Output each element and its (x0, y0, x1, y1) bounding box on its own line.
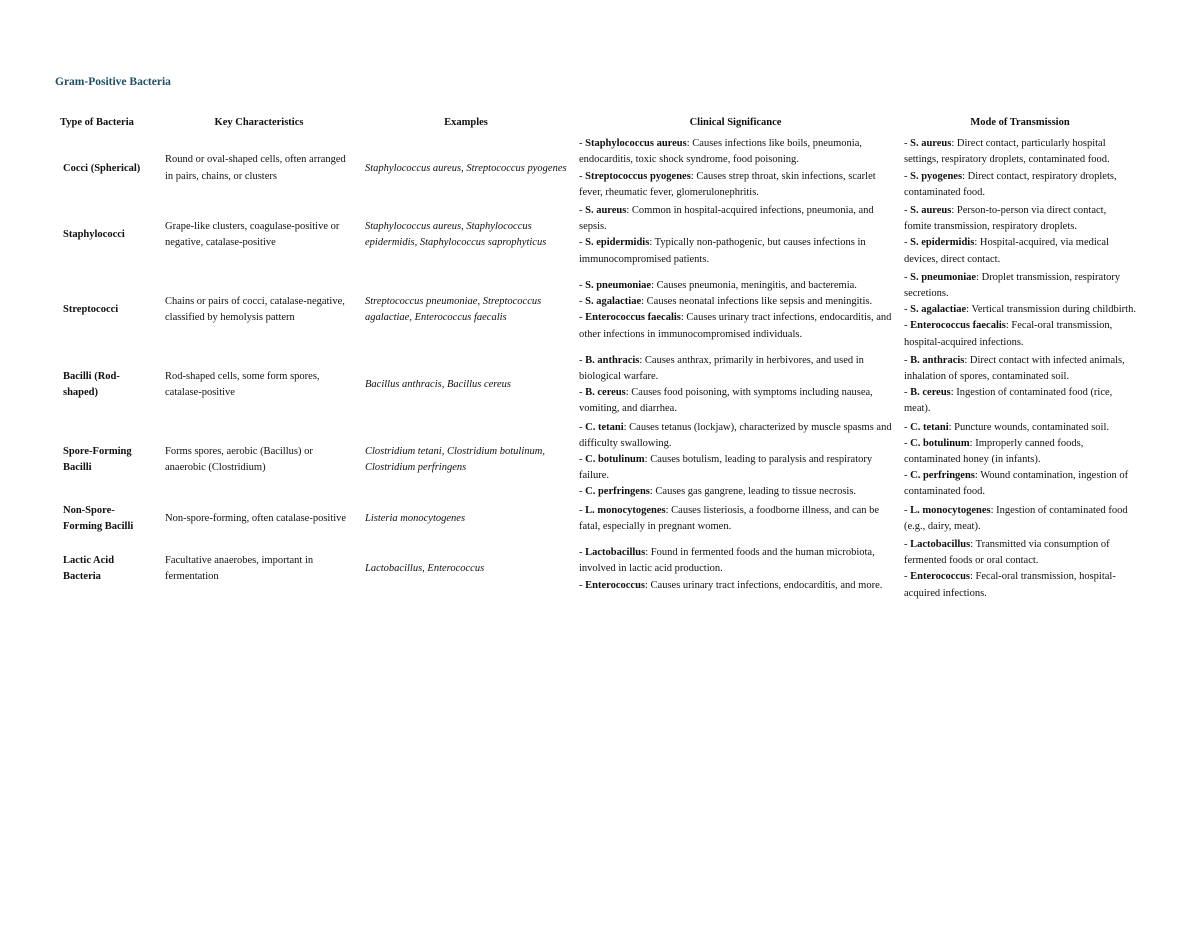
cell-examples: Lactobacillus, Enterococcus (365, 563, 485, 575)
transmission-entry: - Enterococcus: Fecal-oral transmission, hospital-acquired infections. (904, 571, 1116, 599)
cell-clinical (573, 135, 898, 202)
cell-characteristics: Grape-like clusters, coagulase-positive or negative, catalase-positive (165, 221, 340, 249)
entry-text: : Puncture wounds, contaminated soil. (948, 421, 1110, 433)
header-transmission: Mode of Transmission (970, 117, 1070, 128)
transmission-entry: - S. pneumoniae: Droplet transmission, respiratory secretions. (904, 271, 1121, 300)
clinical-entry: - Staphylococcus aureus: Causes infections like boils, pneumonia, endocarditis, toxic shock syndrome, food poisoning. (579, 138, 863, 166)
entry-text: : Common in hospital-acquired infections, pneumonia, and sepsis. (579, 205, 874, 233)
entry-text: : Causes gas gangrene, leading to tissue necrosis. (649, 486, 857, 498)
cell-type: Lactic Acid Bacteria (63, 555, 115, 583)
header-clinical: Clinical Significance (689, 117, 782, 128)
organism-name: B. cereus (585, 387, 626, 399)
organism-name: Lactobacillus (910, 539, 971, 551)
organism-name: S. agalactiae (910, 304, 967, 316)
clinical-entry: - Streptococcus pyogenes: Causes strep throat, skin infections, scarlet fever, rheumatic fever, glomerulonephritis. (579, 170, 876, 198)
table-row (57, 502, 1142, 536)
entry-text: : Ingestion of contaminated food (e.g., dairy, meat). (904, 504, 1128, 532)
cell-transmission (898, 536, 1142, 603)
entry-text: : Causes infections like boils, pneumonia, endocarditis, toxic shock syndrome, food poisoning. (579, 138, 863, 166)
cell-transmission (898, 135, 1142, 202)
transmission-entry: - S. pyogenes: Direct contact, respiratory droplets, contaminated food. (904, 170, 1117, 198)
transmission-entry: - B. cereus: Ingestion of contaminated food (rice, meat). (904, 387, 1113, 415)
table-row (57, 352, 1142, 419)
table-row (57, 419, 1142, 502)
entry-text: : Fecal-oral transmission, hospital-acquired infections. (904, 320, 1113, 348)
organism-name: Enterococcus (910, 571, 971, 583)
clinical-entry: - S. epidermidis: Typically non-pathogenic, but causes infections in immunocompromised patients. (579, 237, 866, 265)
organism-name: L. monocytogenes (910, 504, 991, 516)
organism-name: C. botulinum (585, 454, 645, 466)
cell-examples: Listeria monocytogenes (365, 512, 466, 524)
transmission-entry: - S. epidermidis: Hospital-acquired, via medical devices, direct contact. (904, 237, 1110, 265)
cell-clinical (573, 536, 898, 603)
transmission-entry: - B. anthracis: Direct contact with infected animals, inhalation of spores, contaminated soil. (904, 354, 1125, 383)
transmission-entry: - S. aureus: Person-to-person via direct contact, fomite transmission, respiratory droplets. (904, 205, 1107, 233)
cell-examples: Staphylococcus aureus, Streptococcus pyogenes (365, 162, 567, 174)
cell-transmission (898, 502, 1142, 536)
organism-name: S. aureus (910, 205, 952, 217)
clinical-entry: - Lactobacillus: Found in fermented foods and the human microbiota, involved in lactic acid production. (579, 547, 875, 575)
entry-text: : Improperly canned foods, contaminated honey (in infants). (904, 437, 1084, 466)
organism-name: B. anthracis (585, 354, 640, 366)
organism-name: S. aureus (910, 138, 952, 150)
organism-name: Staphylococcus aureus (585, 138, 687, 150)
cell-clinical (573, 352, 898, 419)
organism-name: S. epidermidis (585, 237, 650, 249)
header-type: Type of Bacteria (60, 117, 134, 128)
cell-characteristics: Round or oval-shaped cells, often arranged in pairs, chains, or clusters (165, 154, 346, 182)
entry-text: : Causes pneumonia, meningitis, and bacteremia. (651, 279, 857, 291)
cell-type: Streptococci (63, 304, 119, 316)
entry-text: : Fecal-oral transmission, hospital-acquired infections. (904, 571, 1116, 599)
organism-name: S. pneumoniae (585, 279, 652, 291)
transmission-entry: - C. botulinum: Improperly canned foods, contaminated honey (in infants). (904, 437, 1084, 466)
cell-examples: Staphylococcus aureus, Staphylococcus epidermidis, Staphylococcus saprophyticus (365, 221, 547, 249)
clinical-entry: - S. pneumoniae: Causes pneumonia, meningitis, and bacteremia. (579, 279, 857, 291)
entry-text: : Direct contact, particularly hospital settings, respiratory droplets, contaminated food. (904, 138, 1110, 166)
cell-clinical (573, 202, 898, 269)
entry-text: : Causes strep throat, skin infections, scarlet fever, rheumatic fever, glomerulonephritis. (579, 170, 876, 198)
cell-characteristics: Non-spore-forming, often catalase-positive (165, 512, 347, 524)
transmission-entry: - S. agalactiae: Vertical transmission during childbirth. (904, 304, 1136, 316)
cell-transmission (898, 419, 1142, 502)
table-row (57, 269, 1142, 352)
cell-characteristics: Forms spores, aerobic (Bacillus) or anaerobic (Clostridium) (165, 445, 313, 474)
cell-characteristics: Rod-shaped cells, some form spores, catalase-positive (165, 371, 320, 399)
organism-name: L. monocytogenes (585, 504, 666, 516)
entry-text: : Typically non-pathogenic, but causes infections in immunocompromised patients. (579, 237, 866, 265)
clinical-entry: - C. botulinum: Causes botulism, leading to paralysis and respiratory failure. (579, 454, 873, 482)
transmission-entry: - L. monocytogenes: Ingestion of contaminated food (e.g., dairy, meat). (904, 504, 1128, 532)
entry-text: : Direct contact with infected animals, inhalation of spores, contaminated soil. (904, 354, 1125, 383)
cell-type: Cocci (Spherical) (63, 162, 141, 174)
transmission-entry: - C. tetani: Puncture wounds, contaminated soil. (904, 421, 1110, 433)
entry-text: : Found in fermented foods and the human microbiota, involved in lactic acid production. (579, 547, 875, 575)
entry-text: : Causes botulism, leading to paralysis and respiratory failure. (579, 454, 873, 482)
cell-clinical (573, 502, 898, 536)
entry-text: : Causes listeriosis, a foodborne illness, and can be fatal, especially in pregnant women. (579, 504, 880, 532)
table-body (57, 135, 1142, 603)
organism-name: Enterococcus faecalis (910, 320, 1006, 332)
entry-text: : Hospital-acquired, via medical devices, direct contact. (904, 237, 1110, 265)
organism-name: C. perfringens (910, 470, 975, 482)
entry-text: : Person-to-person via direct contact, fomite transmission, respiratory droplets. (904, 205, 1107, 233)
transmission-entry: - Enterococcus faecalis: Fecal-oral transmission, hospital-acquired infections. (904, 320, 1113, 348)
organism-name: C. tetani (910, 421, 949, 433)
organism-name: Streptococcus pyogenes (585, 170, 691, 182)
organism-name: S. epidermidis (910, 237, 975, 249)
cell-type: Bacilli (Rod-shaped) (63, 371, 120, 399)
entry-text: : Wound contamination, ingestion of contaminated food. (904, 470, 1129, 498)
cell-transmission (898, 352, 1142, 419)
header-characteristics: Key Characteristics (214, 117, 304, 128)
clinical-entry: - Enterococcus: Causes urinary tract infections, endocarditis, and more. (579, 579, 883, 591)
clinical-entry: - C. tetani: Causes tetanus (lockjaw), characterized by muscle spasms and difficulty swallowing. (579, 421, 892, 449)
transmission-entry: - C. perfringens: Wound contamination, ingestion of contaminated food. (904, 470, 1129, 498)
entry-text: : Vertical transmission during childbirth. (966, 304, 1136, 316)
clinical-entry: - S. agalactiae: Causes neonatal infections like sepsis and meningitis. (579, 296, 873, 308)
cell-clinical (573, 419, 898, 502)
entry-text: : Causes food poisoning, with symptoms including nausea, vomiting, and diarrhea. (579, 387, 873, 415)
entry-text: : Causes neonatal infections like sepsis and meningitis. (641, 296, 873, 308)
table-row (57, 202, 1142, 269)
table-row (57, 135, 1142, 202)
organism-name: Lactobacillus (585, 547, 646, 559)
cell-transmission (898, 269, 1142, 352)
organism-name: S. aureus (585, 205, 627, 217)
organism-name: C. perfringens (585, 486, 650, 498)
document-title: Gram-Positive Bacteria (55, 76, 171, 88)
clinical-entry: - Enterococcus faecalis: Causes urinary tract infections, endocarditis, and other infections in immunocompromised individuals. (579, 312, 892, 340)
entry-text: : Causes tetanus (lockjaw), characterized by muscle spasms and difficulty swallowing. (579, 421, 892, 449)
cell-transmission (898, 202, 1142, 269)
clinical-entry: - B. cereus: Causes food poisoning, with symptoms including nausea, vomiting, and diarrhea. (579, 387, 873, 415)
entry-text: : Causes urinary tract infections, endocarditis, and other infections in immunocompromised individuals. (579, 312, 892, 340)
organism-name: S. agalactiae (585, 296, 642, 308)
clinical-entry: - L. monocytogenes: Causes listeriosis, a foodborne illness, and can be fatal, especially in pregnant women. (579, 504, 880, 532)
entry-text: : Causes urinary tract infections, endocarditis, and more. (645, 579, 883, 591)
organism-name: C. botulinum (910, 437, 970, 449)
entry-text: : Transmitted via consumption of fermented foods or oral contact. (904, 539, 1110, 567)
cell-examples: Streptococcus pneumoniae, Streptococcus agalactiae, Enterococcus faecalis (365, 296, 542, 324)
organism-name: S. pyogenes (910, 170, 963, 182)
transmission-entry: - Lactobacillus: Transmitted via consumption of fermented foods or oral contact. (904, 539, 1110, 567)
clinical-entry: - S. aureus: Common in hospital-acquired infections, pneumonia, and sepsis. (579, 205, 874, 233)
organism-name: B. anthracis (910, 354, 965, 366)
cell-examples: Clostridium tetani, Clostridium botulinum, Clostridium perfringens (365, 445, 545, 474)
entry-text: : Direct contact, respiratory droplets, contaminated food. (904, 170, 1117, 198)
organism-name: C. tetani (585, 421, 624, 433)
cell-characteristics: Facultative anaerobes, important in fermentation (165, 555, 314, 583)
cell-characteristics: Chains or pairs of cocci, catalase-negative, classified by hemolysis pattern (165, 296, 345, 324)
organism-name: Enterococcus faecalis (585, 312, 681, 324)
entry-text: : Ingestion of contaminated food (rice, meat). (904, 387, 1113, 415)
entry-text: : Droplet transmission, respiratory secretions. (904, 271, 1121, 300)
cell-clinical (573, 269, 898, 352)
organism-name: B. cereus (910, 387, 951, 399)
cell-type: Staphylococci (63, 229, 125, 241)
cell-type: Non-Spore-Forming Bacilli (63, 504, 134, 532)
bacteria-table (57, 115, 1142, 603)
header-examples: Examples (444, 117, 488, 128)
table-row (57, 536, 1142, 603)
organism-name: S. pneumoniae (910, 271, 977, 283)
organism-name: Enterococcus (585, 579, 646, 591)
entry-text: : Causes anthrax, primarily in herbivores, and used in biological warfare. (579, 354, 864, 383)
cell-type: Spore-Forming Bacilli (63, 445, 132, 474)
table-header-row (57, 115, 1142, 135)
transmission-entry: - S. aureus: Direct contact, particularly hospital settings, respiratory droplets, contaminated food. (904, 138, 1110, 166)
clinical-entry: - B. anthracis: Causes anthrax, primarily in herbivores, and used in biological warfare. (579, 354, 864, 383)
clinical-entry: - C. perfringens: Causes gas gangrene, leading to tissue necrosis. (579, 486, 857, 498)
cell-examples: Bacillus anthracis, Bacillus cereus (365, 379, 512, 391)
